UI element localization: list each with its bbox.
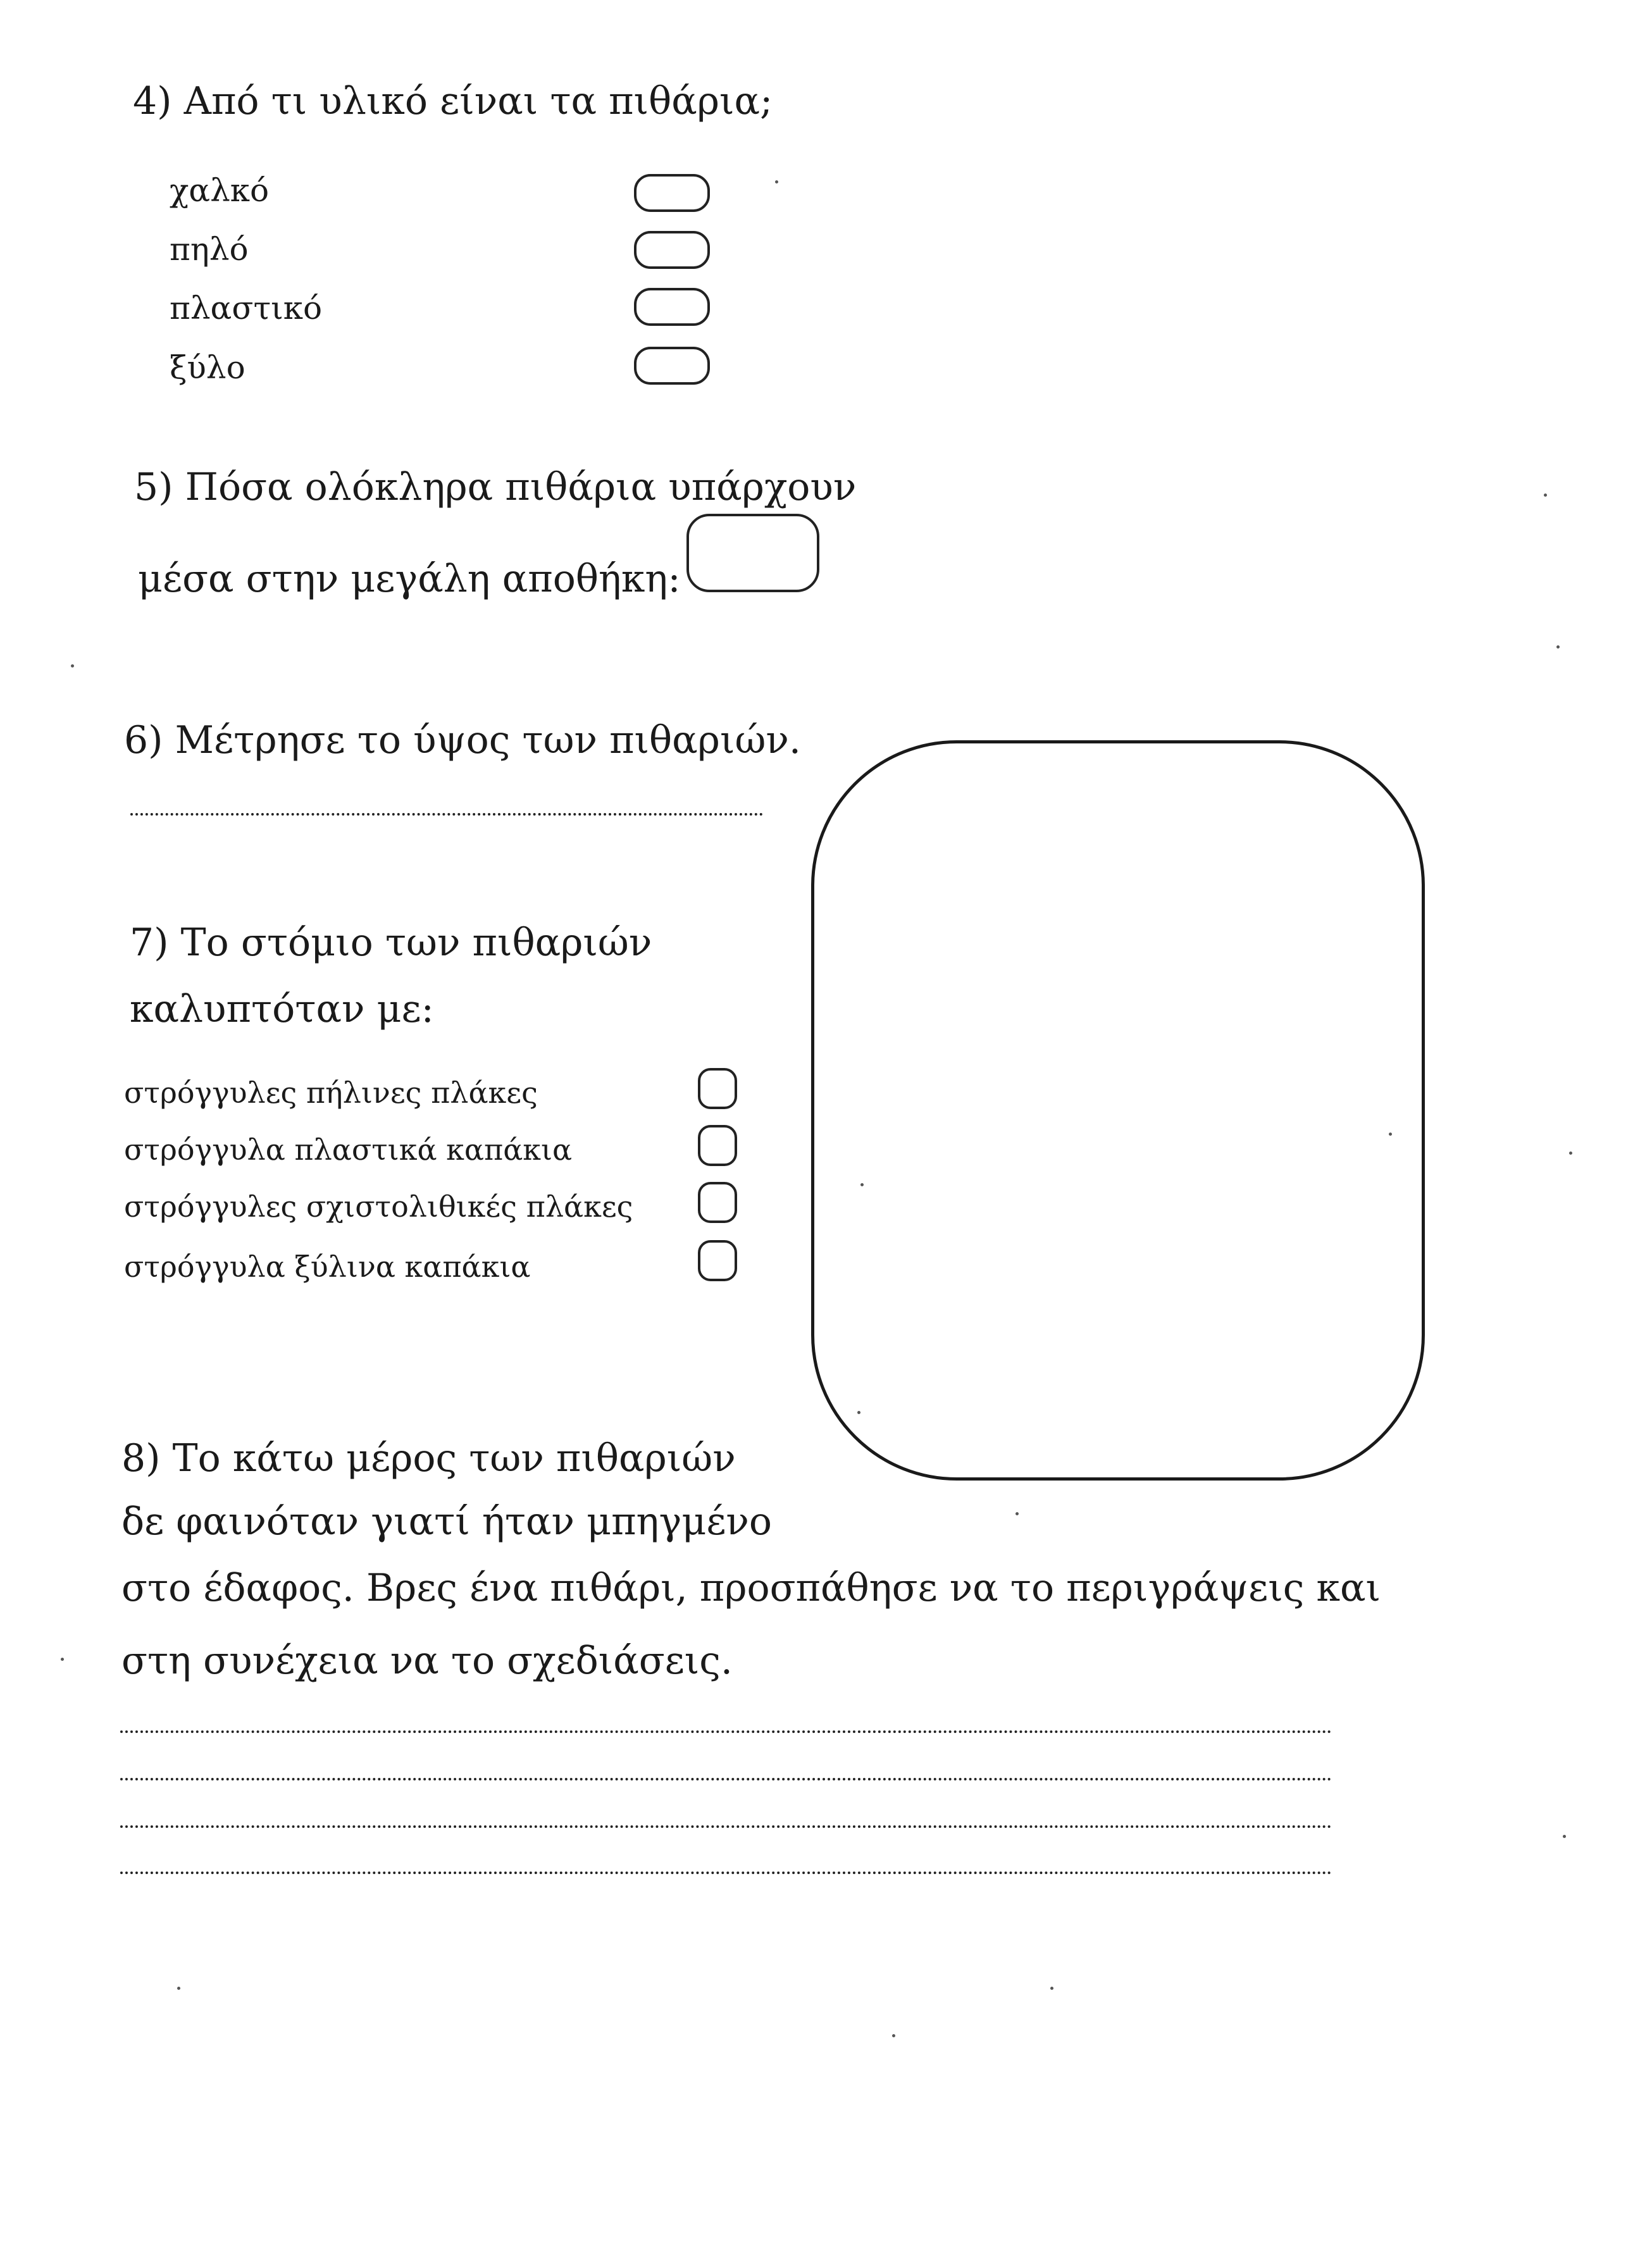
scan-speck	[1556, 645, 1560, 649]
q7-checkbox-plastic-lids[interactable]	[698, 1125, 737, 1166]
q7-checkbox-wooden-lids[interactable]	[698, 1240, 737, 1281]
scan-speck	[1389, 1133, 1392, 1136]
scan-speck	[1563, 1835, 1566, 1838]
q4-question: 4) Από τι υλικό είναι τα πιθάρια;	[133, 79, 773, 123]
q5-question-line2: μέσα στην μεγάλη αποθήκη:	[138, 557, 681, 601]
q8-answer-line-3[interactable]	[120, 1825, 1332, 1828]
drawing-box[interactable]	[811, 740, 1425, 1481]
q4-option-wood: ξύλο	[170, 349, 245, 386]
q4-checkbox-plastic[interactable]	[634, 288, 710, 326]
q8-question-line2: δε φαινόταν γιατί ήταν μπηγμένο	[121, 1500, 772, 1544]
scan-speck	[1569, 1152, 1572, 1155]
q7-option-plastic-lids: στρόγγυλα πλαστικά καπάκια	[124, 1133, 573, 1167]
scan-speck	[1050, 1987, 1053, 1990]
scan-speck	[71, 664, 74, 668]
q7-checkbox-schist-slabs[interactable]	[698, 1182, 737, 1223]
q7-question-line1: 7) Το στόμιο των πιθαριών	[130, 921, 652, 965]
q5-answer-box[interactable]	[686, 514, 819, 592]
q8-answer-line-4[interactable]	[120, 1872, 1332, 1874]
q8-question-line1: 8) Το κάτω μέρος των πιθαριών	[121, 1436, 736, 1481]
q8-question-line4: στη συνέχεια να το σχεδιάσεις.	[121, 1639, 733, 1683]
q8-answer-line-2[interactable]	[120, 1778, 1332, 1780]
q4-checkbox-copper[interactable]	[634, 174, 710, 212]
scan-speck	[1015, 1512, 1019, 1515]
q4-checkbox-clay[interactable]	[634, 231, 710, 269]
q4-option-clay: πηλό	[170, 231, 249, 268]
q7-checkbox-clay-slabs[interactable]	[698, 1068, 737, 1109]
q7-question-line2: καλυπτόταν με:	[130, 987, 434, 1031]
scan-speck	[857, 1411, 860, 1414]
scan-speck	[775, 180, 778, 183]
q7-option-clay-slabs: στρόγγυλες πήλινες πλάκες	[124, 1076, 538, 1110]
q8-answer-line-1[interactable]	[120, 1730, 1332, 1733]
scan-speck	[61, 1658, 64, 1661]
q4-option-copper: χαλκό	[170, 172, 270, 209]
q4-option-plastic: πλαστικό	[170, 290, 323, 326]
q8-question-line3: στο έδαφος. Βρες ένα πιθάρι, προσπάθησε να το περιγράψεις και	[121, 1566, 1381, 1610]
scan-speck	[1544, 494, 1547, 497]
q4-checkbox-wood[interactable]	[634, 347, 710, 385]
q5-question-line1: 5) Πόσα ολόκληρα πιθάρια υπάρχουν	[134, 465, 857, 509]
q6-answer-line[interactable]	[130, 813, 763, 816]
scan-speck	[892, 2034, 895, 2037]
scan-speck	[177, 1987, 180, 1990]
q6-question: 6) Μέτρησε το ύψος των πιθαριών.	[124, 718, 801, 762]
q7-option-schist-slabs: στρόγγυλες σχιστολιθικές πλάκες	[124, 1189, 633, 1224]
q7-option-wooden-lids: στρόγγυλα ξύλινα καπάκια	[124, 1250, 531, 1284]
scan-speck	[860, 1183, 864, 1186]
